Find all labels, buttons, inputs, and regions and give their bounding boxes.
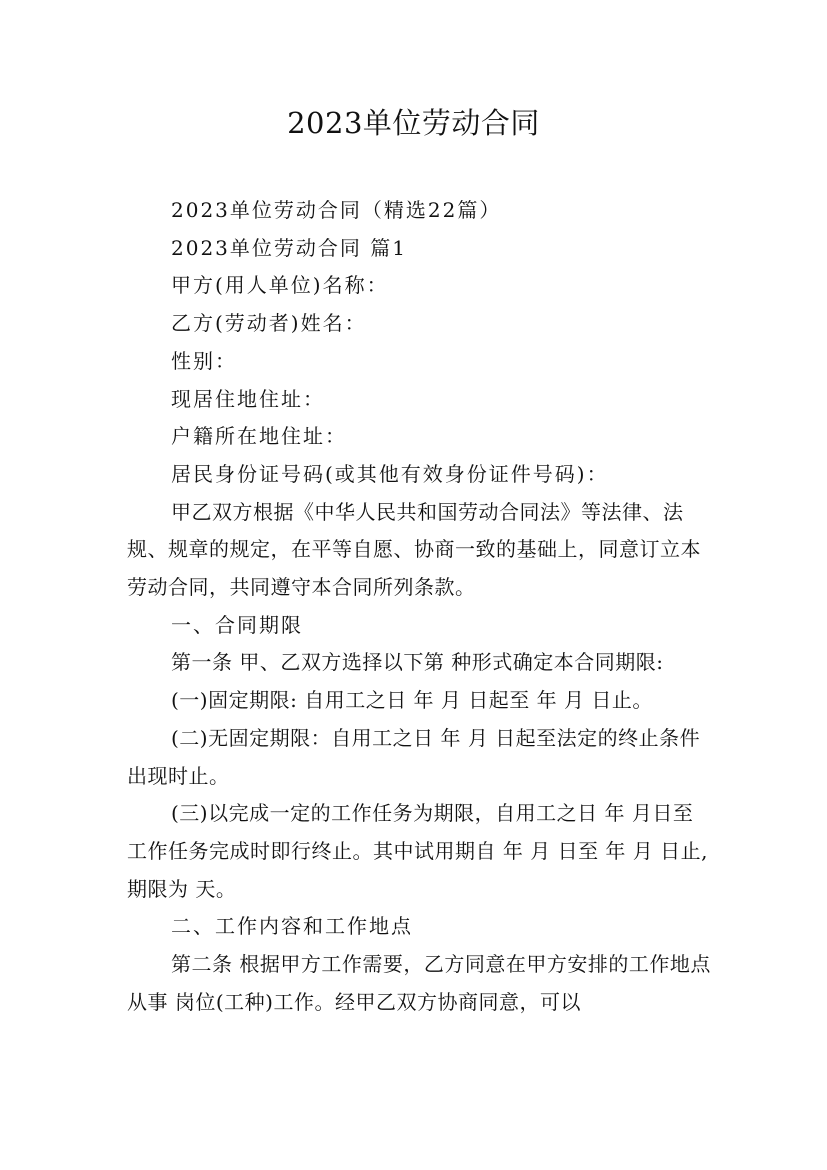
- paragraph-party-b-name: 乙方(劳动者)姓名：: [171, 311, 367, 336]
- paragraph-article-2: 第二条 根据甲方工作需要，乙方同意在甲方安排的工作地点 从事 岗位(工种)工作。经甲乙双方协商同意，可以: [127, 952, 711, 1014]
- paragraph-fixed-term: (一)固定期限: 自用工之日 年 月 日起至 年 月 日止。: [171, 688, 653, 713]
- document-title: 2023单位劳动合同: [287, 106, 540, 140]
- paragraph-heading-contract-term: 一、合同期限: [171, 612, 303, 637]
- paragraph-preamble: 甲乙双方根据《中华人民共和国劳动合同法》等法律、法规、规章的规定，在平等自愿、协商一致的基础上，同意订立本劳动合同，共同遵守本合同所列条款。: [127, 499, 701, 600]
- paragraph-task-term: (三)以完成一定的工作任务为期限，自用工之日 年 月日至 工作任务完成时即行终止。其中试用期自 年 月 日至 年 月 日止,期限为 天。: [127, 801, 709, 901]
- paragraph-registered-address: 户籍所在地住址：: [171, 424, 347, 449]
- paragraph-id-number: 居民身份证号码(或其他有效身份证件号码)：: [171, 461, 609, 486]
- document-body: [127, 192, 713, 1021]
- paragraph-article-1: 第一条 甲、乙双方选择以下第 种形式确定本合同期限:: [171, 650, 664, 675]
- paragraph-party-a-name: 甲方(用人单位)名称：: [171, 273, 389, 298]
- paragraph-current-address: 现居住地住址：: [171, 386, 325, 411]
- paragraph-heading-work-content: 二、工作内容和工作地点: [171, 914, 413, 939]
- paragraph-open-ended-term: (二)无固定期限：自用工之日 年 月 日起至法定的终止条件出现时止。: [127, 725, 701, 788]
- paragraph-section-heading: 2023单位劳动合同 篇1: [171, 235, 407, 260]
- paragraph-gender: 性别：: [171, 348, 237, 373]
- paragraph-subtitle: 2023单位劳动合同（精选22篇）: [171, 198, 502, 222]
